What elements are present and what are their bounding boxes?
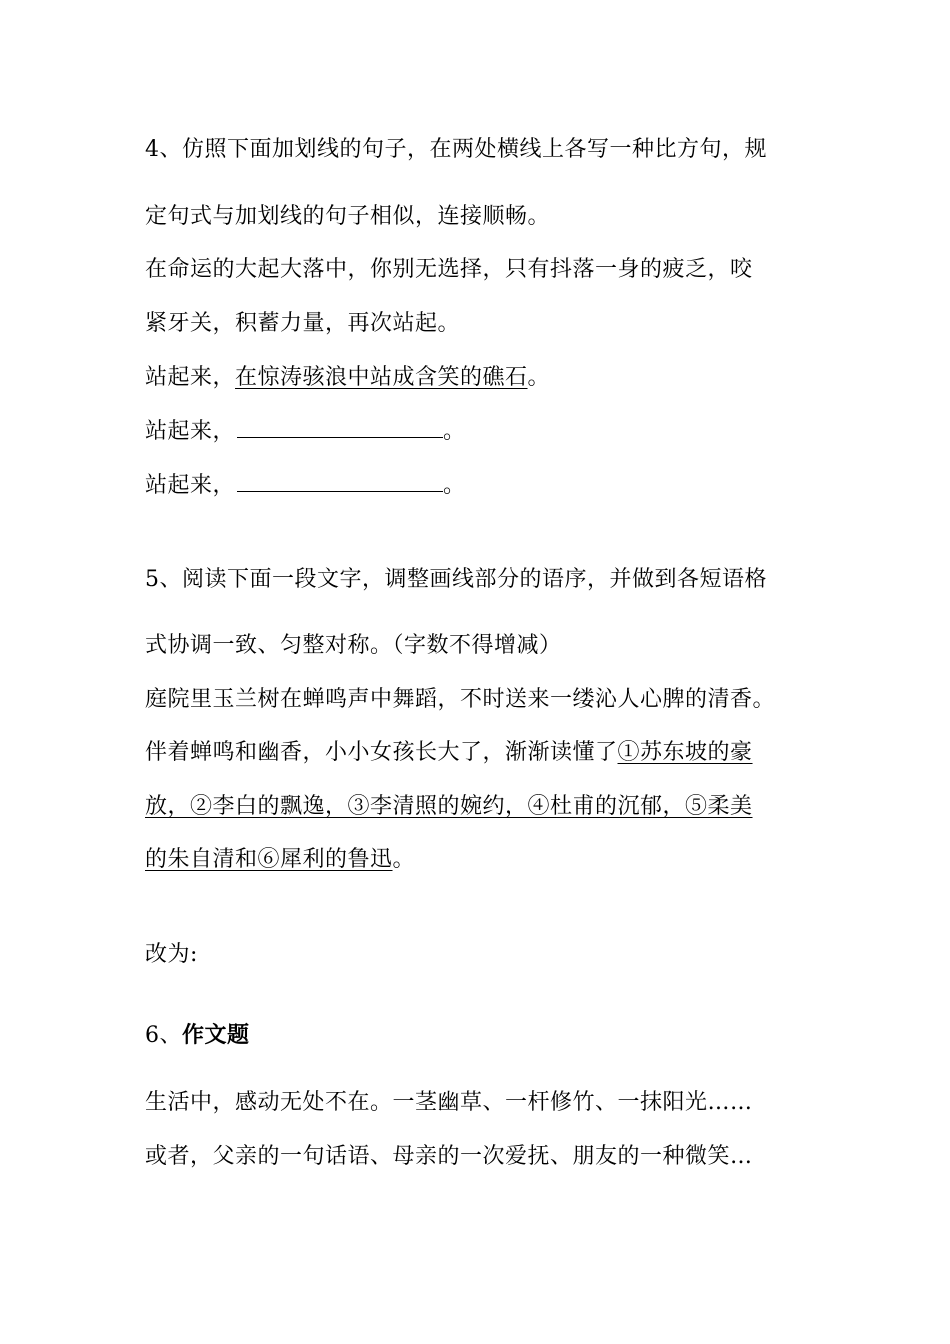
q4-blank2-suffix: 。 (443, 473, 466, 498)
q5-line4-underlined: ①苏东坡的豪 (617, 740, 753, 765)
q4-blank1-suffix: 。 (443, 419, 466, 444)
q4-line-2: 定句式与加划线的句子相似，连接顺畅。 (145, 204, 551, 229)
q5-line6-underlined: 的朱自清和⑥犀利的鲁迅 (145, 847, 393, 872)
q5-line-1: 5、阅读下面一段文字，调整画线部分的语序，并做到各短语格 (145, 567, 767, 592)
q4-answer-blank-2 (237, 471, 443, 492)
q4-example-prefix: 站起来， (145, 365, 236, 390)
q5-line-2: 式协调一致、匀整对称。（字数不得增减） (145, 633, 562, 658)
q4-blank-line-1 (145, 417, 466, 446)
q5-line-6 (145, 846, 415, 874)
q4-blank2-prefix: 站起来， (145, 473, 236, 498)
q4-blank1-prefix: 站起来， (145, 419, 236, 444)
q4-line-4: 紧牙关，积蓄力量，再次站起。 (145, 311, 461, 336)
q5-line4-prefix: 伴着蝉鸣和幽香，小小女孩长大了，渐渐读懂了 (145, 740, 618, 765)
q4-example-underlined: 在惊涛骇浪中站成含笑的礁石 (235, 365, 528, 390)
q5-line5-underlined: 放，②李白的飘逸，③李清照的婉约，④杜甫的沉郁，⑤柔美 (145, 794, 753, 819)
q5-line-5 (145, 793, 753, 821)
q6-number: 6、 (145, 1023, 182, 1048)
q6-heading (145, 1021, 250, 1050)
q5-change-label: 改为: (145, 942, 198, 967)
q5-line-4 (145, 739, 753, 767)
q5-line6-suffix: 。 (392, 847, 416, 872)
q6-line-2: 或者，父亲的一句话语、母亲的一次爱抚、朋友的一种微笑… (145, 1144, 753, 1169)
q4-example-suffix: 。 (527, 365, 551, 390)
q6-title: 作文题 (182, 1022, 250, 1048)
q5-line-3: 庭院里玉兰树在蝉鸣声中舞蹈，不时送来一缕沁人心脾的清香。 (145, 687, 776, 712)
q4-line-1: 4、仿照下面加划线的句子，在两处横线上各写一种比方句，规 (145, 137, 767, 162)
q4-answer-blank-1 (237, 417, 443, 438)
q4-blank-line-2 (145, 471, 466, 500)
q6-line-1: 生活中，感动无处不在。一茎幽草、一杆修竹、一抹阳光…… (145, 1090, 753, 1115)
q4-line-3: 在命运的大起大落中，你别无选择，只有抖落一身的疲乏，咬 (145, 257, 753, 282)
q4-example-line (145, 364, 550, 392)
